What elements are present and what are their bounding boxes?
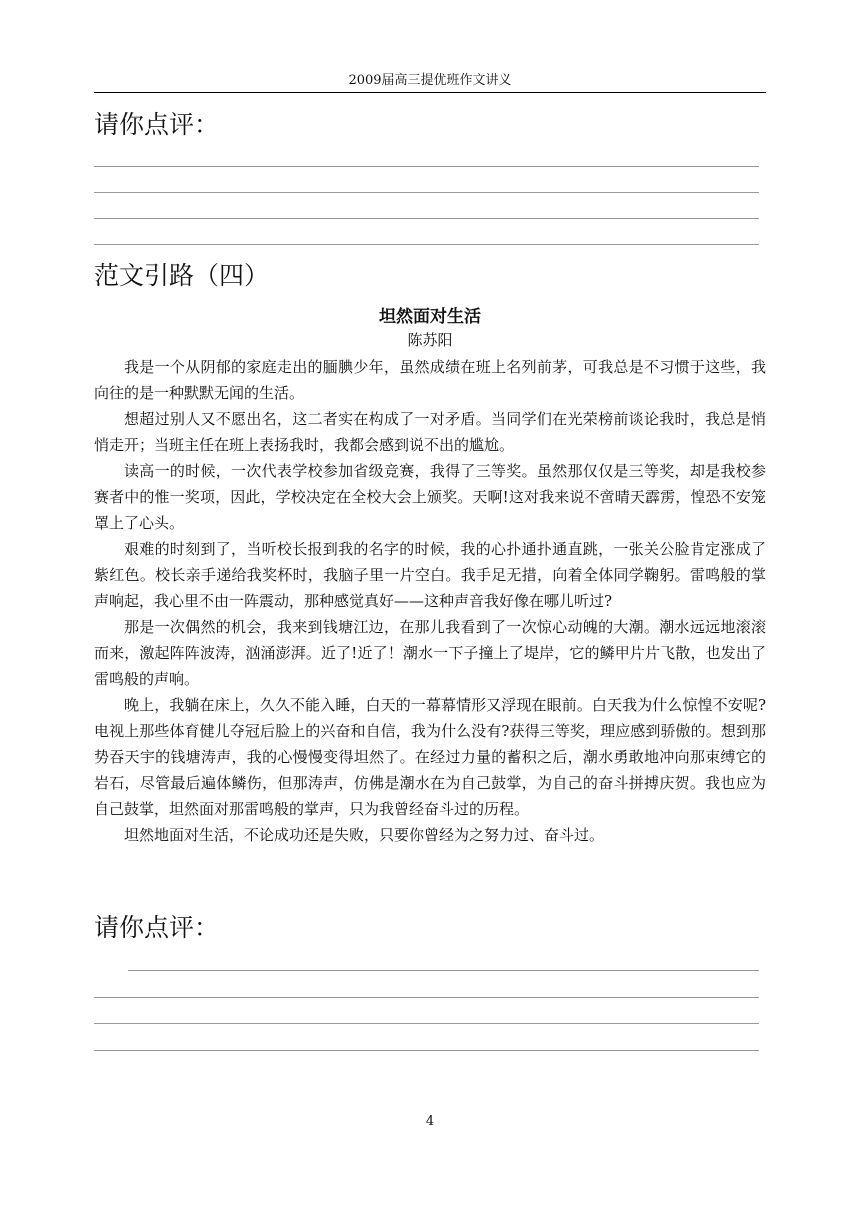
essay-paragraph: 晚上，我躺在床上，久久不能入睡，白天的一幕幕情形又浮现在眼前。白天我为什么惊惶不安呢?电视上那些体育健儿夺冠后脸上的兴奋和自信，我为什么没有?获得三等奖，理应感到骄傲的。想到那势吞天宇的钱塘涛声，我的心慢慢变得坦然了。在经过力量的蓄积之后，潮水勇敢地冲向那束缚它的岩石，尽管最后遍体鳞伤，但那涛声，仿佛是潮水在为自己鼓掌，为自己的奋斗拼搏庆贺。我也应为自己鼓掌，坦然面对那雷鸣般的掌声，只为我曾经奋斗过的历程。	[94, 696, 766, 818]
essay-paragraph: 坦然地面对生活，不论成功还是失败，只要你曾经为之努力过、奋斗过。	[124, 826, 605, 844]
answer-line-5[interactable]	[128, 970, 759, 971]
answer-line-7[interactable]	[94, 1023, 759, 1024]
section-heading: 范文引路（四）	[94, 261, 270, 290]
essay-paragraph: 我是一个从阴郁的家庭走出的腼腆少年，虽然成绩在班上名列前茅，可我总是不习惯于这些，我向往的是一种默默无闻的生活。	[94, 358, 766, 402]
answer-line-2[interactable]	[94, 192, 759, 193]
essay-paragraph: 艰难的时刻到了，当听校长报到我的名字的时候，我的心扑通扑通直跳，一张关公脸肯定涨成了紫红色。校长亲手递给我奖杯时，我脑子里一片空白。我手足无措，向着全体同学鞠躬。雷鸣般的掌声响起，我心里不由一阵震动，那种感觉真好——这种声音我好像在哪儿听过?	[94, 540, 766, 610]
page-number: 4	[425, 1114, 435, 1129]
answer-line-6[interactable]	[94, 997, 759, 998]
header-rule	[94, 92, 766, 93]
answer-line-3[interactable]	[94, 218, 759, 219]
answer-line-8[interactable]	[94, 1050, 759, 1051]
review-prompt-heading-2: 请你点评：	[94, 913, 220, 942]
answer-line-4[interactable]	[94, 244, 759, 245]
essay-paragraph: 想超过别人又不愿出名，这二者实在构成了一对矛盾。当同学们在光荣榜前谈论我时，我总是悄悄走开；当班主任在班上表扬我时，我都会感到说不出的尴尬。	[94, 410, 766, 454]
essay-body	[94, 354, 766, 848]
running-header-title: 2009届高三提优班作文讲义	[348, 73, 512, 88]
essay-title: 坦然面对生活	[379, 307, 481, 327]
essay-author: 陈苏阳	[407, 331, 453, 349]
review-prompt-heading-1: 请你点评：	[94, 110, 220, 139]
answer-line-1[interactable]	[94, 166, 759, 167]
essay-paragraph: 那是一次偶然的机会，我来到钱塘江边，在那儿我看到了一次惊心动魄的大潮。潮水远远地滚滚而来，激起阵阵波涛，汹涌澎湃。近了!近了！潮水一下子撞上了堤岸，它的鳞甲片片飞散，也发出了雷鸣般的声响。	[94, 618, 766, 688]
essay-paragraph: 读高一的时候，一次代表学校参加省级竞赛，我得了三等奖。虽然那仅仅是三等奖，却是我校参赛者中的惟一奖项，因此，学校决定在全校大会上颁奖。天啊!这对我来说不啻晴天霹雳，惶恐不安笼罩上了心头。	[94, 462, 766, 532]
